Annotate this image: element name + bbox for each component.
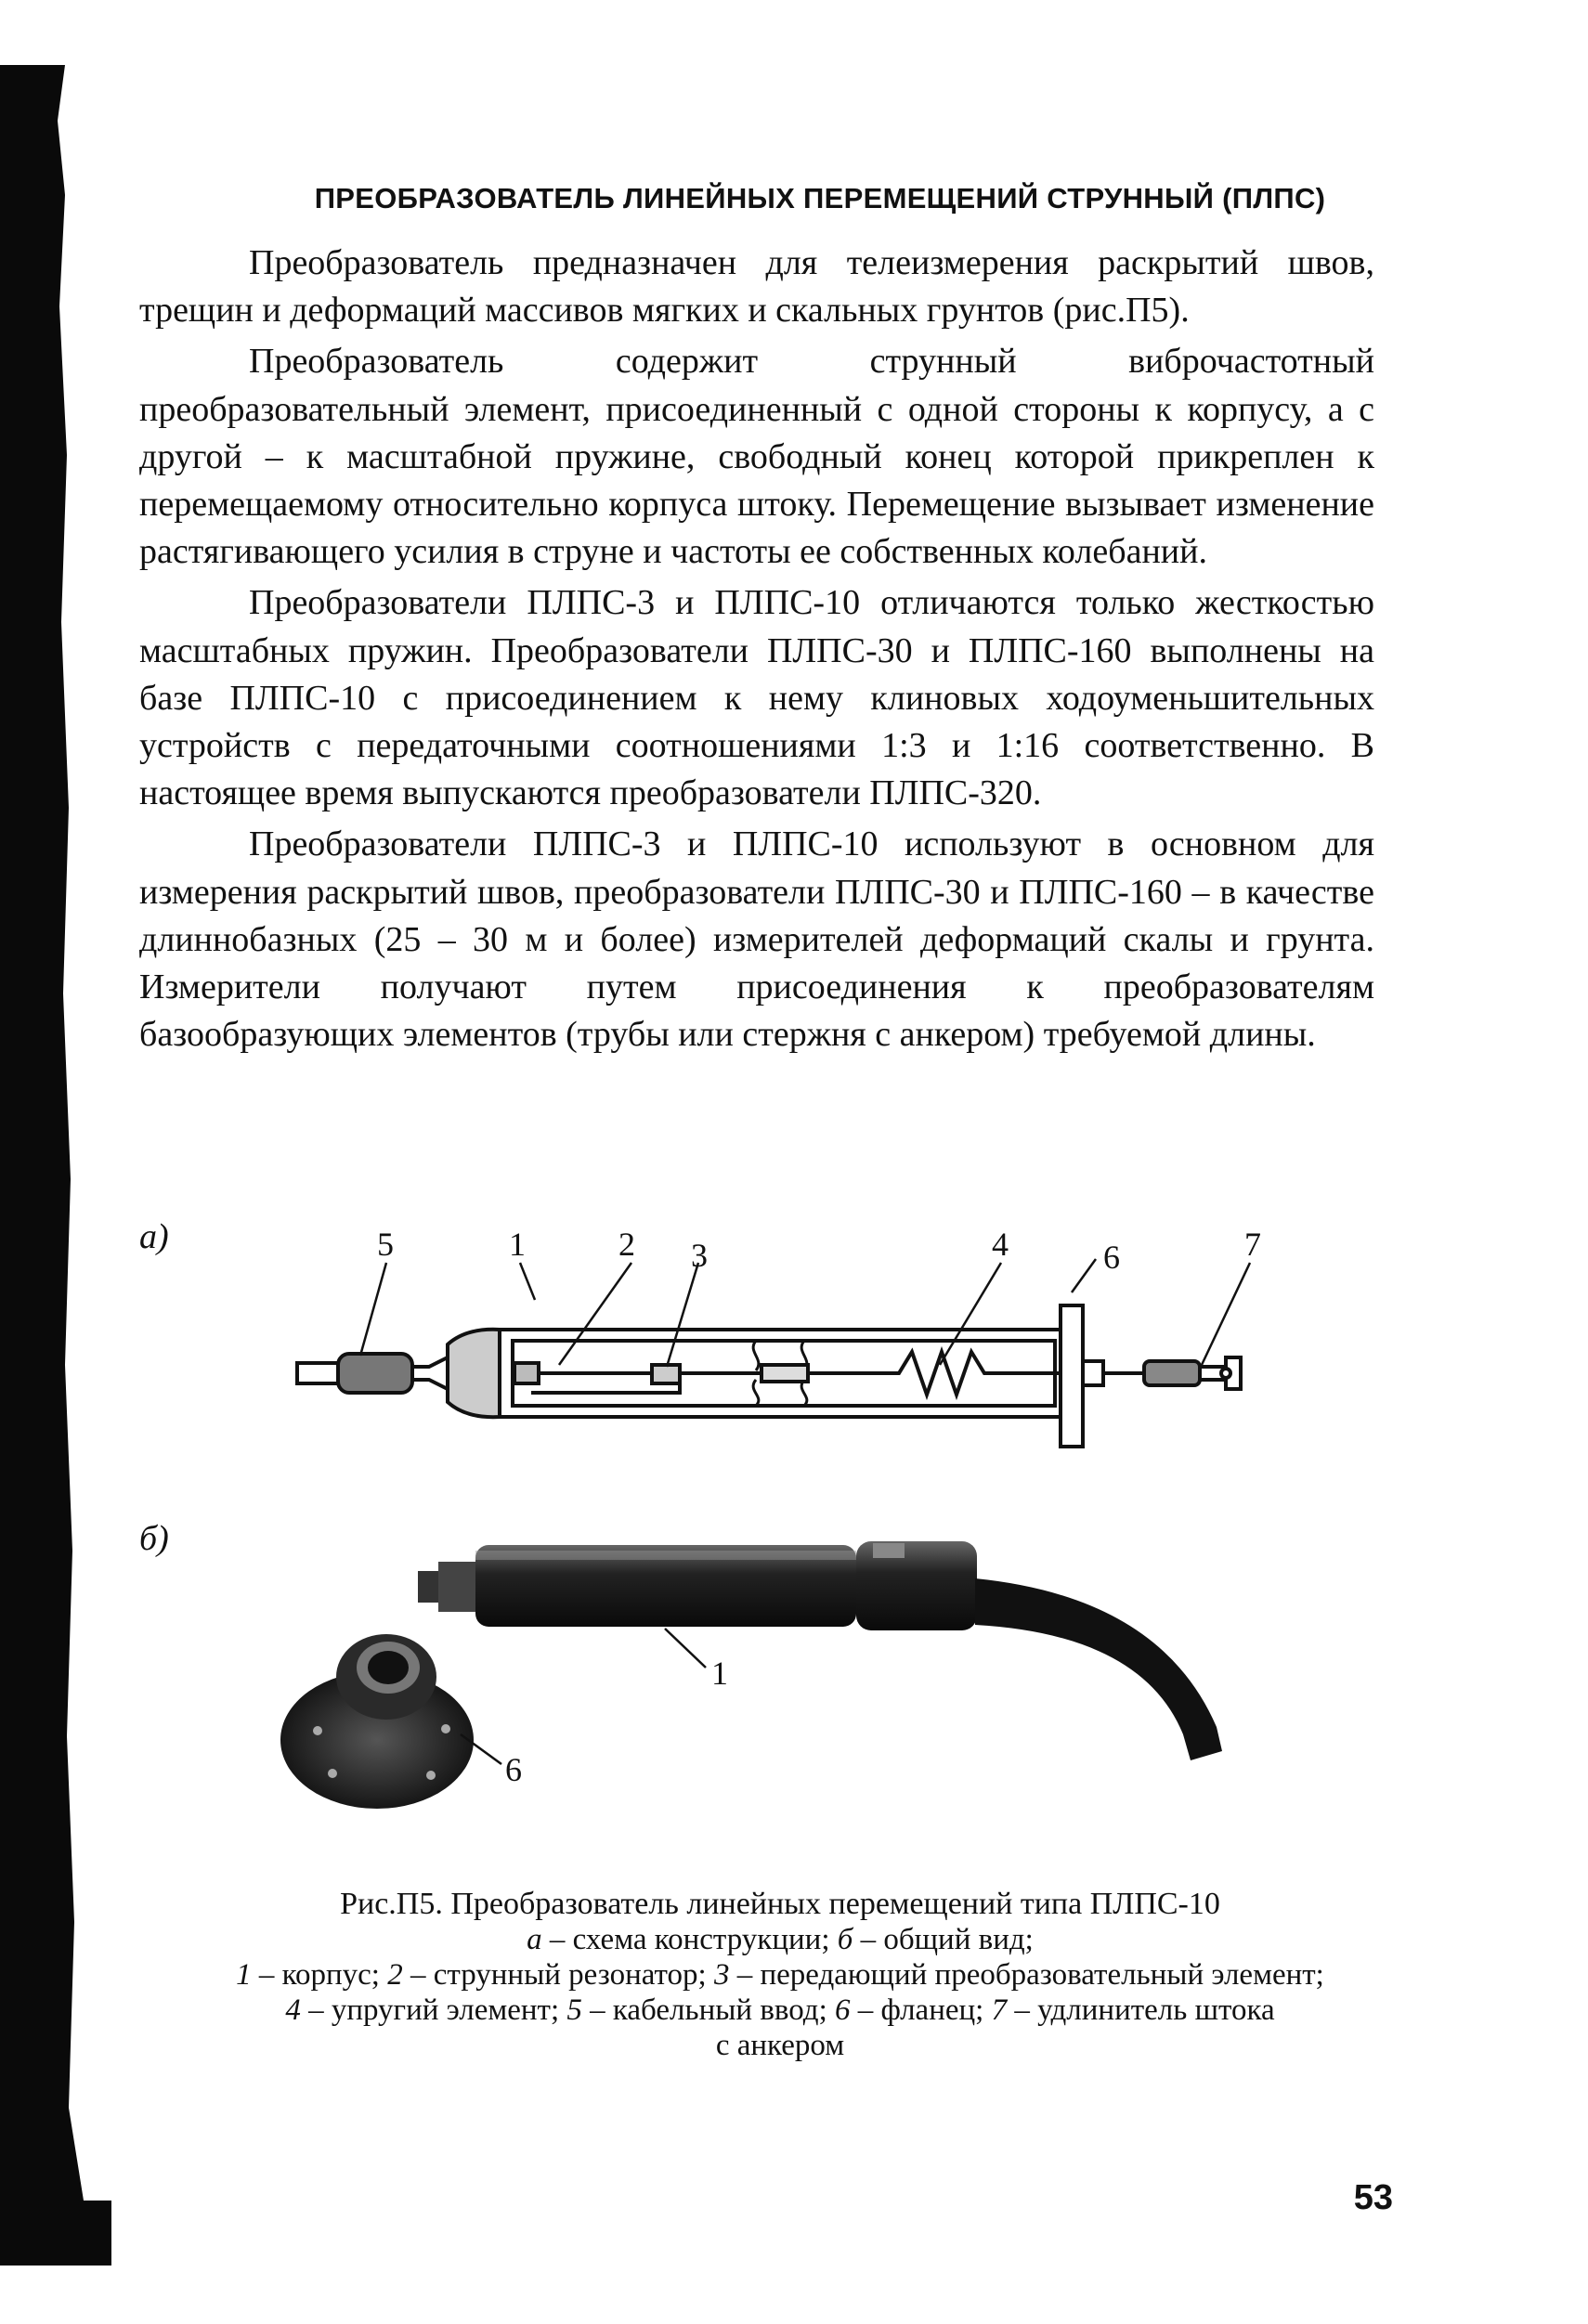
- caption-item-text: – упругий элемент;: [300, 1993, 567, 2027]
- book-page: [139, 0, 1569, 2324]
- caption-item-number: 7: [991, 1993, 1008, 2027]
- callout-2: 2: [618, 1226, 635, 1263]
- caption-item-number: 5: [566, 1993, 582, 2027]
- figure-a-schematic: [251, 1216, 1309, 1467]
- scan-binding-shadow: [0, 65, 111, 2266]
- paragraph: Преобразователь содержит струнный виброчастотный преобразовательный элемент, присоединенный с одной стороны к корпусу, а с другой – к масштабной пружине, свободный конец которой прикреплен к перемещаемому относительно корпуса штоку. Перемещение вызывает изменение растягивающего усилия в струне и частоты ее собственных колебаний.: [139, 342, 1374, 572]
- caption-items-line-2: [139, 1993, 1421, 2028]
- section-title: ПРЕОБРАЗОВАТЕЛЬ ЛИНЕЙНЫХ ПЕРЕМЕЩЕНИЙ СТРУННЫЙ (ПЛПС): [314, 182, 1326, 214]
- body-text: [139, 240, 1374, 1058]
- caption-letter-a: а: [527, 1923, 542, 1956]
- caption-item-number: 3: [713, 1958, 730, 1992]
- caption-item-number: 6: [835, 1993, 851, 2027]
- callout-3: 3: [691, 1237, 708, 1274]
- figure-b-general-view: [232, 1486, 1347, 1857]
- figure-label-b: б): [139, 1519, 169, 1558]
- caption-subparts: [139, 1922, 1421, 1957]
- page-number: 53: [1353, 2178, 1393, 2217]
- caption-item-text: – струнный резонатор;: [402, 1958, 714, 1992]
- callout-5: 5: [377, 1226, 394, 1263]
- paragraph: Преобразователи ПЛПС-3 и ПЛПС-10 отличаются только жесткостью масштабных пружин. Преобразователи ПЛПС-30 и ПЛПС-160 выполнены на базе ПЛПС-10 с присоединением к нему клиновых ходоуменьшительных устройств с передаточными соотношениями 1:3 и 1:16 соответственно. В настоящее время выпускаются преобразователи ПЛПС-320.: [139, 583, 1374, 813]
- paragraph: Преобразователи ПЛПС-3 и ПЛПС-10 используют в основном для измерения раскрытий швов, преобразователи ПЛПС-30 и ПЛПС-160 – в качестве длиннобазных (25 – 30 м и более) измерителей деформаций скалы и грунта. Измерители получают путем присоединения к преобразователям базообразующих элементов (трубы или стержня с анкером) требуемой длины.: [139, 824, 1374, 1055]
- caption-letter-b: б: [837, 1923, 853, 1956]
- figure-label-a: а): [139, 1217, 169, 1256]
- callout-4: 4: [992, 1226, 1009, 1263]
- callout-7: 7: [1244, 1226, 1261, 1263]
- figure-caption: [139, 1887, 1421, 2063]
- photo-callout-6: 6: [505, 1751, 522, 1788]
- caption-item-text: – удлинитель штока: [1007, 1993, 1275, 2027]
- caption-items-line-1: [139, 1957, 1421, 1993]
- caption-item-text: – корпус;: [251, 1958, 388, 1992]
- caption-last-line: с анкером: [715, 2029, 845, 2062]
- caption-item-text: – фланец;: [850, 1993, 992, 2027]
- caption-title: Рис.П5. Преобразователь линейных перемещений типа ПЛПС-10: [340, 1887, 1220, 1921]
- caption-item-number: 2: [387, 1958, 403, 1992]
- caption-item-number: 4: [285, 1993, 301, 2027]
- photo-callout-1: 1: [711, 1655, 728, 1692]
- callout-6: 6: [1103, 1239, 1120, 1276]
- caption-item-text: – кабельный ввод;: [581, 1993, 836, 2027]
- callout-1: 1: [509, 1226, 526, 1263]
- caption-item-number: 1: [236, 1958, 252, 1992]
- caption-text-b: – общий вид;: [853, 1923, 1034, 1956]
- caption-item-text: – передающий преобразовательный элемент;: [729, 1958, 1324, 1992]
- paragraph: Преобразователь предназначен для телеизмерения раскрытий швов, трещин и деформаций массивов мягких и скальных грунтов (рис.П5).: [139, 243, 1374, 331]
- caption-text-a: – схема конструкции;: [541, 1923, 838, 1956]
